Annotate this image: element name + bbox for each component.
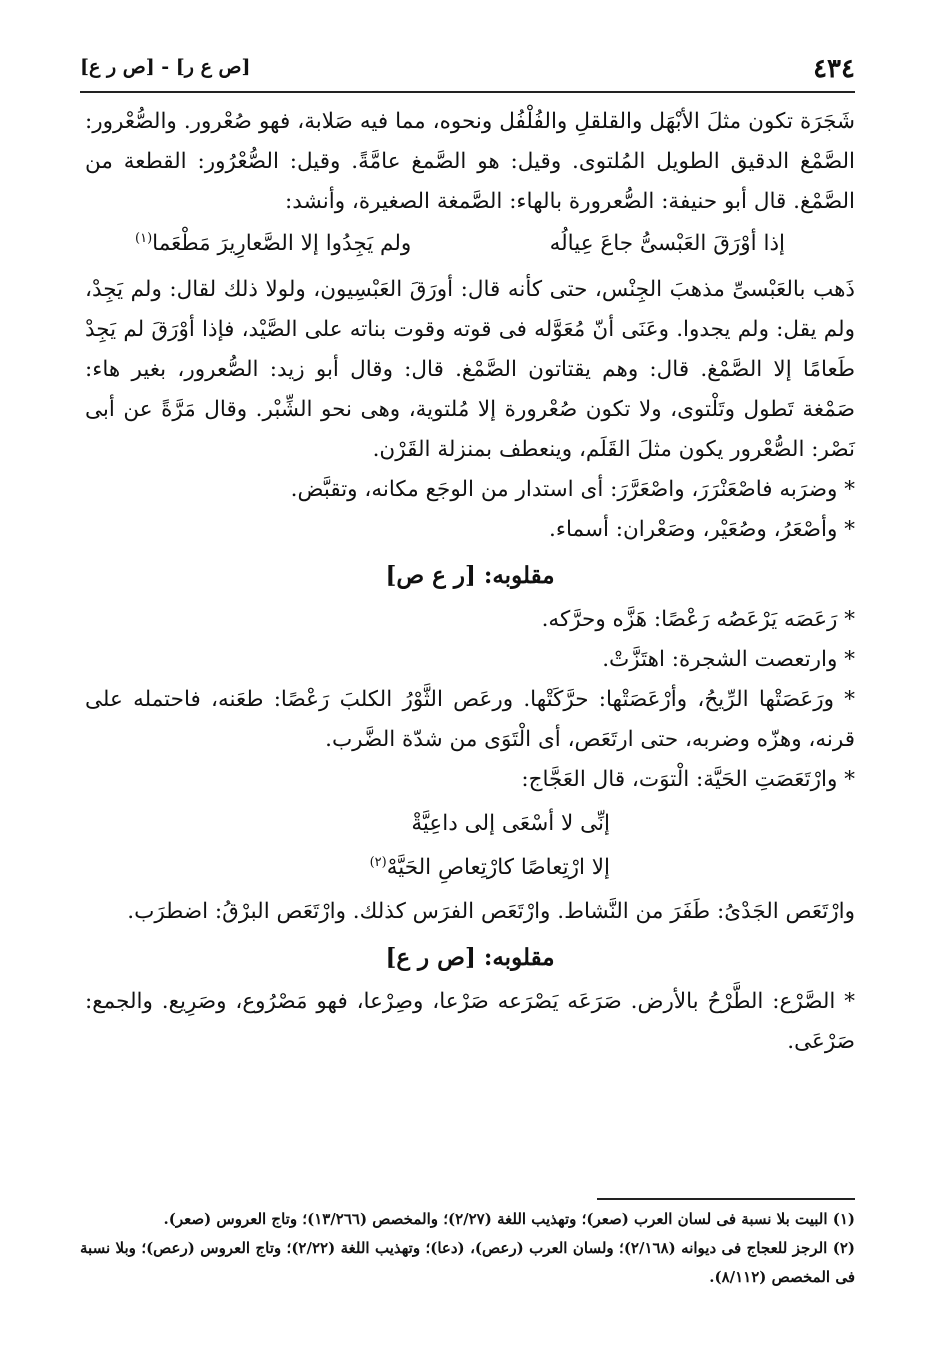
footnote-2: (٢) الرجز للعجاج فى ديوانه (٢/١٦٨)؛ ولسان العرب (رعص)، (دعا)؛ وتهذيب اللغة (٢/٢٢)؛ وتاج العروس (رعص)؛ وبلا نسبة فى المخصص (٨/١١٢). xyxy=(80,1239,855,1286)
paragraph: وارْتَعَص الجَدْىُ: طَفَرَ من النَّشاط. وارْتَعَص الفرَس كذلك. وارْتَعَص البرْقُ: اضطرَب. xyxy=(127,899,855,924)
verse-couplet xyxy=(85,224,855,264)
footnote-1: (١) البيت بلا نسبة فى لسان العرب (صعر)؛ وتهذيب اللغة (٢/٢٧)؛ والمخصص (١٣/٢٦٦)؛ وتاج العروس (صعر). xyxy=(163,1210,855,1228)
header-rule xyxy=(80,91,855,93)
page-header xyxy=(80,50,855,90)
main-text xyxy=(85,102,855,1062)
entry: * وارتعصت الشجرة: اهتَزَّتْ. xyxy=(602,647,855,672)
verse-second-hemistich: ولم يَجِدُوا إلا الصَّعارِيرَ مَطْعَما$^{(١)}$ xyxy=(135,230,412,256)
entry: * وأصْعَرُ، وصُعَيْر، وصَعْران: أسماء. xyxy=(549,517,855,542)
footnote-marker: (٢) xyxy=(369,854,387,870)
verse-first-hemistich: إذا أوْرَقَ العَبْسىُّ جاعَ عِيالُه xyxy=(549,231,785,256)
running-head: [ص ع ر] - [ص ر ع] xyxy=(80,56,251,78)
entry: * وارْتَعَصَتِ الحَيَّة: الْتوَت، قال العَجَّاج: xyxy=(521,767,855,792)
footnote-marker: (١) xyxy=(135,230,153,246)
entry: * رَعَصَه يَرْعَصُه رَعْصًا: هَزَّه وحرَّكه. xyxy=(541,607,855,632)
section-heading: مقلوبه: [ر ع ص] xyxy=(385,562,555,589)
rajaz-line-1: إنِّى لا أسْعَى إلى داعِيَّةْ xyxy=(411,811,610,836)
footnote-rule xyxy=(597,1198,855,1200)
entry: * وضرَبه فاصْعَنْرَرَ، واصْعَرَّرَ: أى استدار من الوجَع مكانه، وتقبَّض. xyxy=(290,477,855,502)
paragraph: شَجَرَة تكون مثلَ الأبْهَل والقلقلِ والفُلْفُل ونحوه، مما فيه صَلابة، فهو صُعْرور. والصُّعْرور: الصَّمْغ الدقيق الطويل المُلتوى. وقيل: هو الصَّمغ عامَّةً. وقيل: الصُّعْرُور: القطعة من الصَّمْغ. قال أبو حنيفة: الصُّعرورة بالهاء: الصَّمغة الصغيرة، وأنشد: xyxy=(85,109,855,214)
entry: * الصَّرْع: الطَّرْحُ بالأرض. صَرَعَه يَصْرَعه صَرْعا، وصِرْعا، فهو مَصْرُوع، وصَرِيع. والجمع: صَرْعَى. xyxy=(85,989,855,1054)
page-number: ٤٣٤ xyxy=(813,54,855,84)
paragraph: ذَهب بالعَبْسىِّ مذهبَ الجِنْس، حتى كأنه قال: أورَقَ العَبْسِيون، ولولا ذلك لقال: ولم يَجِدْ، ولم يقل: ولم يجدوا. وعَنَى أنّ مُعَوَّله فى قوته وقوت بناته على الصَّيْد، فإذا أوْرَقَ لم يَجِدْ طَعامًا إلا الصَّمْغ. قال: وهم يقتاتون الصَّمْغ. قال: وقال أبو زيد: الصُّعرور، بغير هاء: صَمْغة تَطول وتَلْتوى، ولا تكون صُعْرورة إلا مُلتوية، وهى نحو الشِّبْر. وقال مَرَّةً عن أبى نَصْر: الصُّعْرور يكون مثلَ القَلَم، وينعطف بمنزلة القَرْن. xyxy=(85,277,855,462)
entry: * ورَعَصَتْها الرِّيحُ، وأرْعَصَتْها: حرَّكَتْها. ورعَص الثَّوْرُ الكلبَ رَعْصًا: طعَنه، فاحتمله على قرنه، وهزّه وضربه، حتى ارتَعَص، أى الْتَوَى من شدّة الضَّرب. xyxy=(85,687,855,752)
footnotes xyxy=(80,1205,855,1292)
section-heading: مقلوبه: [ص ر ع] xyxy=(385,944,555,971)
rajaz-line-2: إلا ارْتِعاصًا كارْتِعاصِ الحَيَّهْ$^{(٢)}$ xyxy=(369,854,610,880)
